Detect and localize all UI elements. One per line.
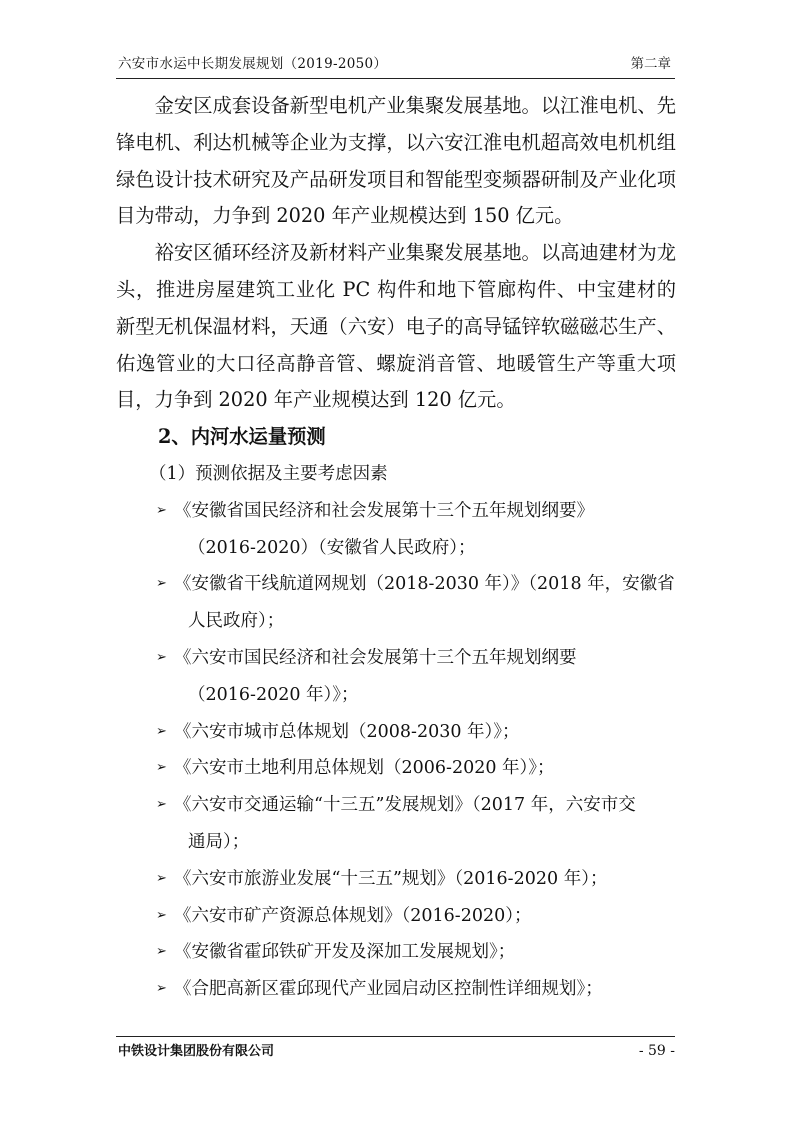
arrow-bullet-icon: ➢	[156, 797, 167, 813]
page-body	[116, 88, 676, 1008]
header-title: 六安市水运中长期发展规划（2019-2050）	[118, 56, 388, 72]
subsection-heading: （1）预测依据及主要考虑因素	[149, 463, 388, 484]
section-heading: 2、内河水运量预测	[158, 425, 326, 449]
arrow-bullet-icon: ➢	[156, 981, 167, 997]
list-item-text: 《安徽省干线航道网规划（2018-2030 年）》（2018 年，安徽省	[174, 574, 675, 595]
arrow-bullet-icon: ➢	[156, 649, 167, 665]
list-item	[116, 934, 676, 971]
list-item-continuation: 通局）；	[188, 831, 250, 852]
arrow-bullet-icon: ➢	[156, 760, 167, 776]
paragraph-jinan-base: 金安区成套设备新型电机产业集聚发展基地。以江淮电机、先锋电机、利达机械等企业为支撑，以六安江淮电机超高效电机机组绿色设计技术研究及产品研发项目和智能型变频器研制及产业化项目为带动，力争到 2020 年产业规模达到 150 亿元。	[116, 94, 676, 228]
list-item-text: 《六安市土地利用总体规划（2006-2020 年）》；	[174, 758, 555, 779]
list-item	[116, 714, 676, 751]
list-item-continuation: 人民政府）；	[188, 611, 285, 632]
page-number: - 59 -	[638, 1043, 675, 1059]
arrow-bullet-icon: ➢	[156, 907, 167, 923]
list-item	[116, 493, 676, 567]
list-item-text: 《六安市国民经济和社会发展第十三个五年规划纲要	[174, 647, 577, 668]
list-item-text: 《六安市交通运输“十三五”发展规划》（2017 年，六安市交	[174, 795, 636, 816]
arrow-bullet-icon: ➢	[156, 502, 167, 518]
list-item-continuation: （2016-2020 年）》；	[188, 684, 359, 705]
reference-list	[116, 493, 676, 1008]
list-item	[116, 750, 676, 787]
list-item	[116, 971, 676, 1008]
list-item	[116, 898, 676, 935]
list-item-text: 《安徽省霍邱铁矿开发及深加工发展规划》；	[174, 942, 516, 963]
list-item	[116, 861, 676, 898]
arrow-bullet-icon: ➢	[156, 576, 167, 592]
header-divider	[116, 78, 675, 79]
list-item	[116, 787, 676, 861]
list-item	[116, 640, 676, 714]
arrow-bullet-icon: ➢	[156, 944, 167, 960]
header-chapter: 第二章	[630, 56, 671, 72]
list-item-text: 《安徽省国民经济和社会发展第十三个五年规划纲要》	[174, 500, 594, 521]
list-item-text: 《合肥高新区霍邱现代产业园启动区控制性详细规划》；	[174, 979, 603, 1000]
list-item	[116, 566, 676, 640]
list-item-continuation: （2016-2020）（安徽省人民政府）；	[188, 537, 476, 558]
paragraph-yuan-base: 裕安区循环经济及新材料产业集聚发展基地。以高迪建材为龙头，推进房屋建筑工业化 PC 构件和地下管廊构件、中宝建材的新型无机保温材料，天通（六安）电子的高导锰锌软磁磁芯生产、佑逸管业的大口径高静音管、螺旋消音管、地暖管生产等重大项目，力争到 2020 年产业规模达到 120 亿元。	[116, 241, 676, 412]
list-item-text: 《六安市城市总体规划（2008-2030 年）》；	[174, 721, 520, 742]
arrow-bullet-icon: ➢	[156, 870, 167, 886]
list-item-text: 《六安市矿产资源总体规划》（2016-2020）；	[174, 905, 532, 926]
arrow-bullet-icon: ➢	[156, 723, 167, 739]
footer-company: 中铁设计集团股份有限公司	[118, 1044, 275, 1059]
list-item-text: 《六安市旅游业发展“十三五”规划》（2016-2020 年）；	[174, 868, 608, 889]
footer-divider	[116, 1036, 675, 1037]
